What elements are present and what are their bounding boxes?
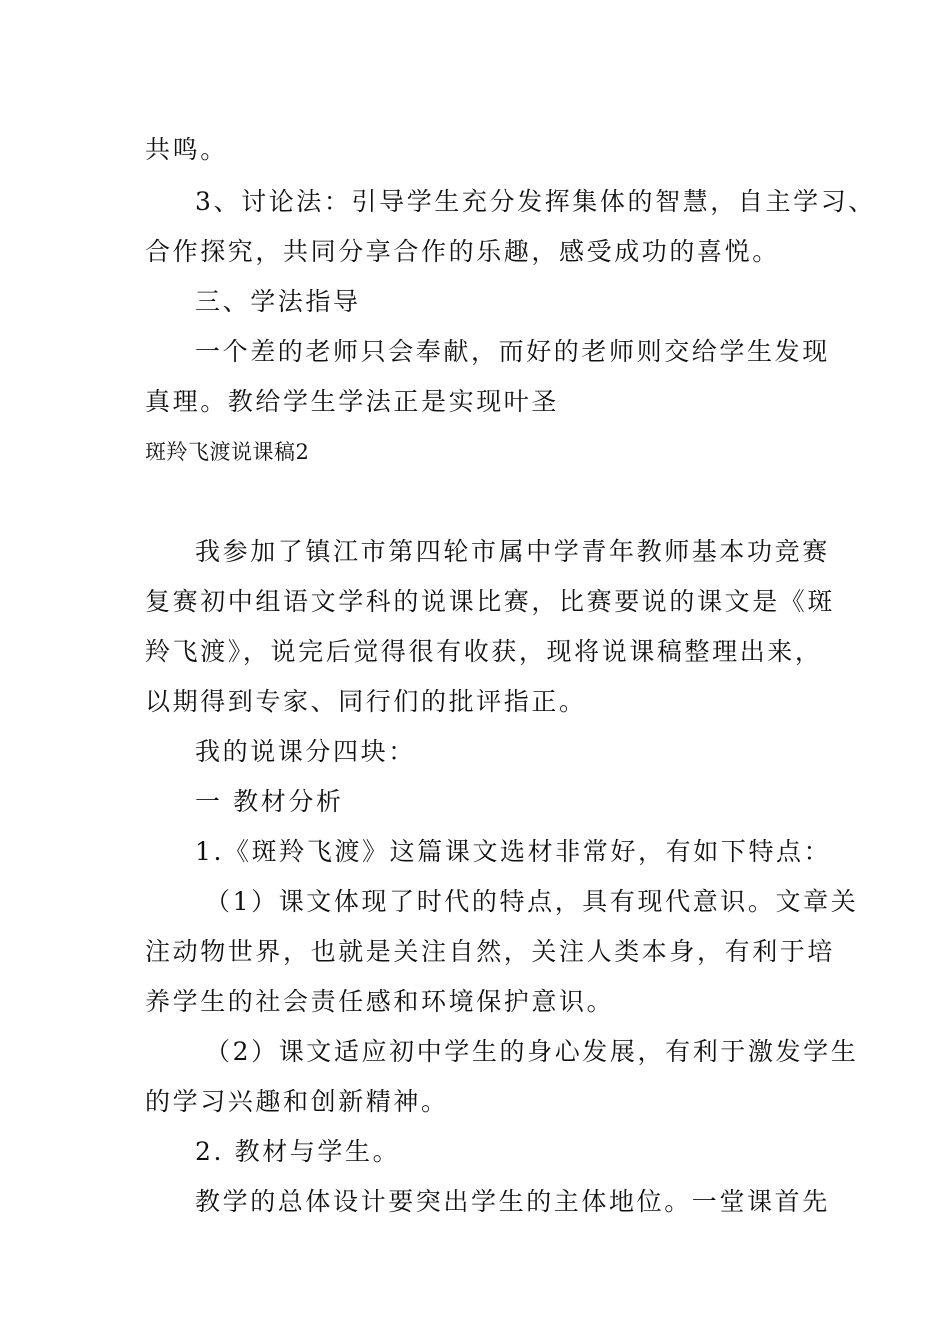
text-line: 2. 教材与学生。 (195, 1137, 401, 1166)
text-line: 的学习兴趣和创新精神。 (145, 1087, 449, 1116)
text-line: 我的说课分四块： (195, 737, 416, 766)
text-line: 3、讨论法：引导学生充分发挥集体的智慧，自主学习、 (195, 187, 876, 216)
text-line: （1）课文体现了时代的特点，具有现代意识。文章关 (205, 887, 859, 916)
text-line: 注动物世界，也就是关注自然，关注人类本身，有利于培 (145, 937, 836, 966)
text-line: 一个差的老师只会奉献，而好的老师则交给学生发现 (195, 337, 830, 366)
text-line: 以期得到专家、同行们的批评指正。 (145, 687, 587, 716)
text-line: 教学的总体设计要突出学生的主体地位。一堂课首先 (195, 1187, 830, 1216)
text-line: 羚飞渡》，说完后觉得很有收获，现将说课稿整理出来， (145, 637, 823, 666)
text-line: 真理。教给学生学法正是实现叶圣 (145, 387, 560, 416)
text-line: 复赛初中组语文学科的说课比赛，比赛要说的课文是《斑 (145, 587, 836, 616)
text-line: 合作探究，共同分享合作的乐趣，感受成功的喜悦。 (145, 237, 780, 266)
section-heading: 一 教材分析 (195, 787, 344, 816)
section-heading: 三、学法指导 (195, 287, 361, 316)
text-line: （2）课文适应初中学生的身心发展，有利于激发学生 (205, 1037, 859, 1066)
document-title: 斑羚飞渡说课稿2 (145, 440, 310, 464)
text-line: 1.《斑羚飞渡》这篇课文选材非常好，有如下特点： (195, 837, 832, 866)
text-line: 共鸣。 (145, 135, 228, 164)
text-line: 养学生的社会责任感和环境保护意识。 (145, 987, 615, 1016)
text-line: 我参加了镇江市第四轮市属中学青年教师基本功竞赛 (195, 537, 830, 566)
